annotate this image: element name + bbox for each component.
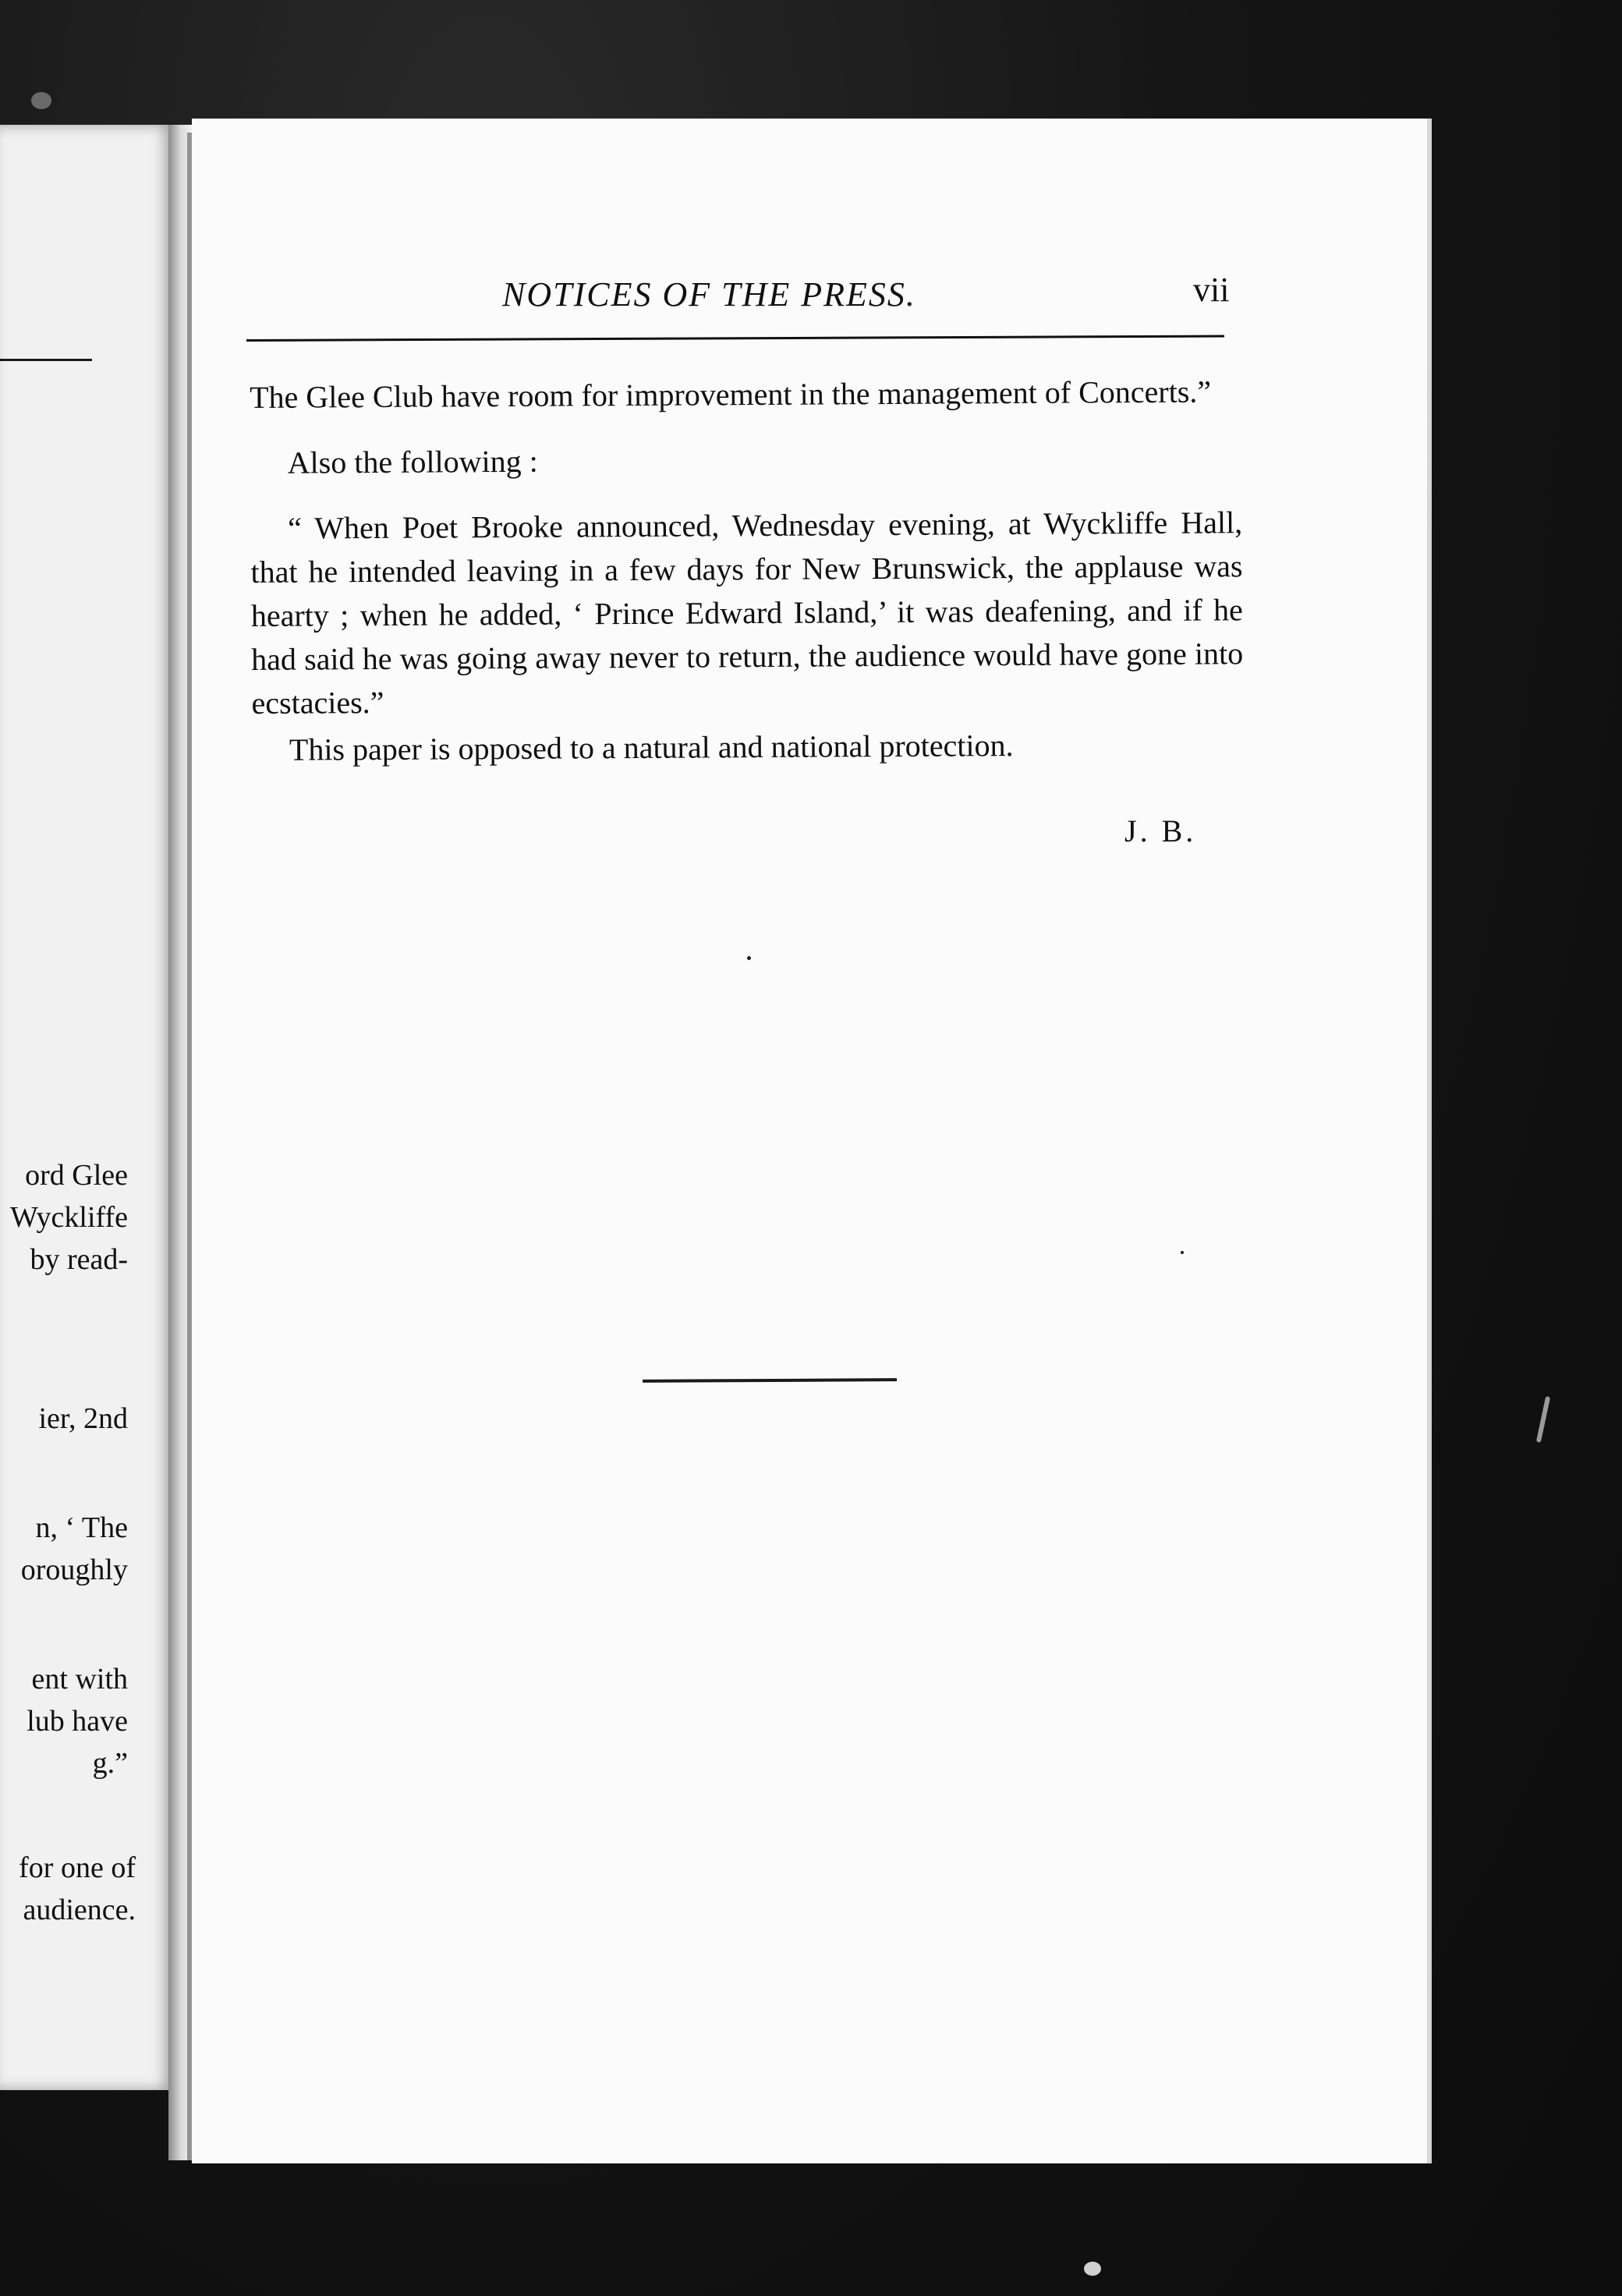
paper-speck <box>1181 1251 1184 1254</box>
left-fragment-line: for one of <box>19 1851 136 1884</box>
left-fragment-line: ent with <box>31 1663 128 1695</box>
film-speck <box>1084 2262 1101 2276</box>
left-page-fragment-group-4 <box>0 1658 128 1784</box>
running-head: NOTICES OF THE PRESS. <box>502 275 916 314</box>
left-page-rule <box>0 359 92 361</box>
paragraph-closing: This paper is opposed to a natural and national protection. <box>289 728 1014 767</box>
left-fragment-line: oroughly <box>20 1554 128 1586</box>
paper-speck <box>747 956 751 960</box>
left-facing-page <box>0 125 173 2090</box>
right-page <box>192 119 1427 2163</box>
left-fragment-line: Wyckliffe <box>9 1201 128 1234</box>
left-page-fragment-group-1 <box>0 1154 128 1281</box>
header-rule <box>246 335 1224 342</box>
page-body <box>250 370 1244 772</box>
page-number: vii <box>1193 271 1230 309</box>
left-page-fragment-group-5 <box>0 1847 136 1931</box>
paragraph-quotation: “ When Poet Brooke announced, Wednesday evening, at Wyckliffe Hall, that he intended leaving in a few days for New Brunswick, the applause was hearty ; when he added, ‘ Prince Edward Island,’ it was deafening, and if he had said he was going away never to return, the audience would have gone into ecstacies.” <box>250 505 1244 721</box>
left-fragment-line: n, ‘ The <box>35 1511 128 1544</box>
paragraph-intro: Also the following : <box>287 443 538 480</box>
film-speck <box>31 92 51 109</box>
left-fragment-line: audience. <box>23 1894 136 1926</box>
left-fragment-line: g.” <box>92 1747 128 1780</box>
left-page-fragment-group-3 <box>0 1507 128 1591</box>
left-fragment-line: ord Glee <box>25 1159 128 1192</box>
signature: J. B. <box>1124 813 1197 849</box>
section-end-rule <box>643 1378 897 1383</box>
left-fragment-line: ier, 2nd <box>38 1402 128 1435</box>
paragraph-continued: The Glee Club have room for improvement in the management of Concerts.” <box>250 374 1212 415</box>
left-fragment-line: lub have <box>27 1705 128 1738</box>
left-fragment-line: by read- <box>30 1243 128 1276</box>
left-page-fragment-group-2 <box>0 1398 128 1440</box>
page-header <box>192 271 1427 321</box>
film-scratch <box>1536 1396 1550 1443</box>
